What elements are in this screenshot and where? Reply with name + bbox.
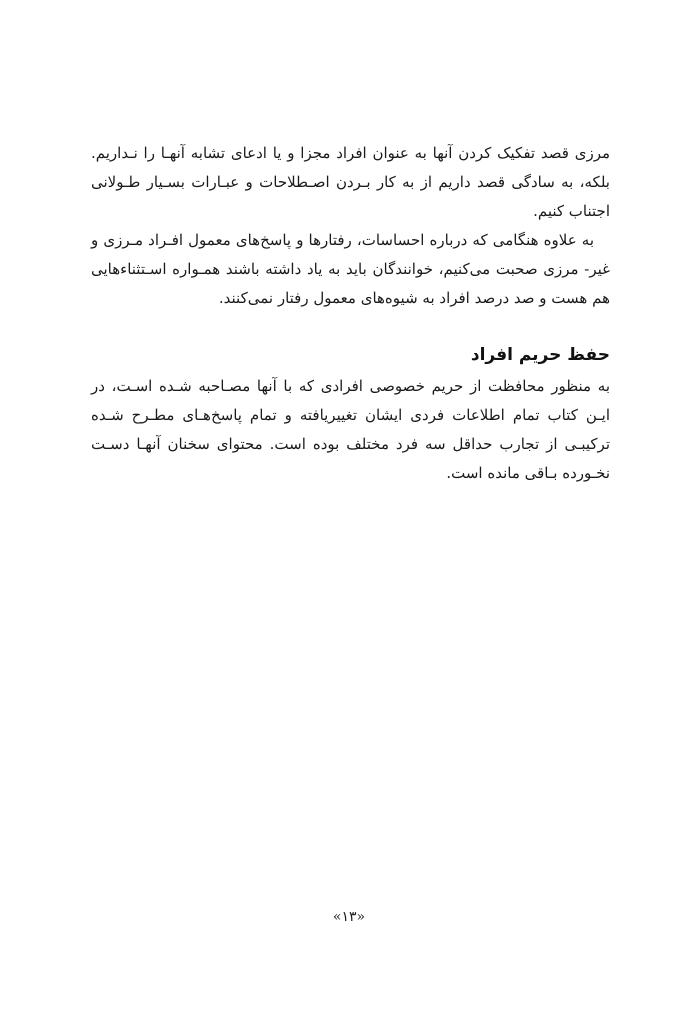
body-paragraph-2: به علاوه هنگامی که درباره احساسات، رفتارها و پاسخ‌های معمول افـراد مـرزی و غیر- مرزی صحبت می‌کنیم، خوانندگان باید به یاد داشته باشند همـواره اسـتثناءهایی هم هست و صد درصد افراد به شیوه‌های معمول رفتار نمی‌کنند.: [91, 231, 610, 307]
body-paragraph-3: به منظور محافظت از حریم خصوصی افرادی که با آنها مصـاحبه شـده اسـت، در ایـن کتاب تمام اطلاعات فردی ایشان تغییریافته و تمام پاسخ‌هـای مطـرح شـده ترکیبـی از تجارب حداقل سه فرد مختلف بوده است. محتوای سخنان آنهـا دسـت نخـورده بـاقی مانده است.: [91, 377, 611, 482]
body-paragraph-1: مرزی قصد تفکیک کردن آنها به عنوان افراد مجزا و یا ادعای تشابه آنهـا را نـداریم. بلکه، به سادگی قصد داریم از به کار بـردن اصـطلاحات و عبـارات بسـیار طـولانی اجتناب کنیم.: [91, 144, 610, 220]
page-number: «۱۳»: [332, 909, 366, 925]
section-heading: حفظ حریم افراد: [470, 345, 610, 365]
